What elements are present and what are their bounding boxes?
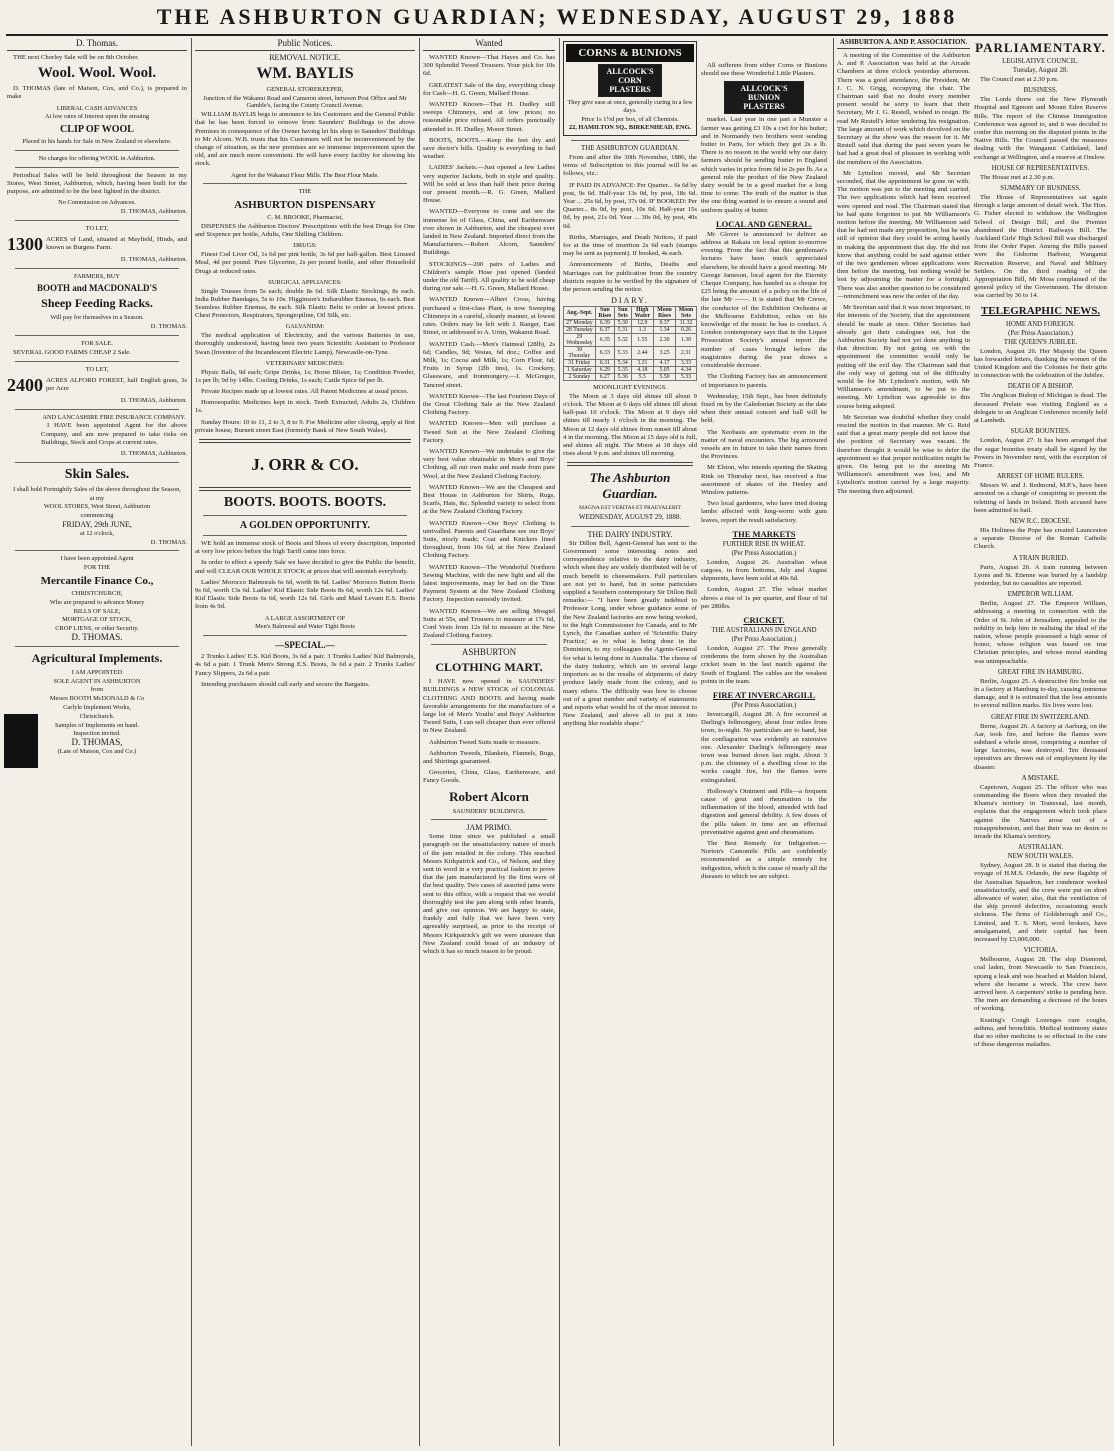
column-head: Public Notices.	[195, 38, 415, 51]
article-body: Berne, August 26. A factory at Aarburg, on the Aar, took fire, and before the flames were subdued a whole street, comprising a number of large factories, was destroyed. Ten thousand operatives are thrown out of employment by the disaster.	[974, 722, 1107, 771]
notice: Placed in his hands for Sale in New Zealand or elsewhere.	[22, 138, 172, 146]
wanted-ad: LADIES' Jackets.—Just opened a few Ladies very superior Jackets, both in style and quality. Will be sold at less than half their price during our present month.—R. G. Green, Mallard House.	[423, 164, 555, 205]
wool-heading: Wool. Wool. Wool.	[37, 65, 157, 82]
article-body: The Clothing Factory has an announcement of importance to parents.	[701, 373, 827, 389]
notice: WE hold an immense stock of Boots and Shoes of every description, imported at very low prices before the high Tariff came into force.	[195, 540, 415, 556]
notice-heading: BOOTH and MACDONALD'S	[36, 283, 158, 294]
divider	[203, 515, 407, 516]
notice: FARMERS, BUY	[73, 272, 121, 280]
sub-heading: AUSTRALIAN.	[1017, 844, 1064, 852]
notice: No charges for offering WOOL in Ashburton.	[38, 155, 156, 162]
notice: I shall hold Fortnightly Sales of the above throughout the Season,	[13, 485, 181, 493]
diary-cell: 6.33	[595, 347, 614, 360]
sub-heading: SUMMARY OF BUSINESS.	[1000, 185, 1081, 193]
column-head: D. Thomas.	[7, 38, 187, 51]
notice: (Late of Matson, Cox and Co.)	[57, 747, 137, 755]
notice: Groceries, China, Glass, Earthenware, and Fancy Goods.	[423, 769, 555, 785]
article-body: market. Last year in one part a Munster a farmer was getting £3 10s a cwt for his butter; and in Normandy two brothers were sending butter to Paris, for which they got 2s a lb. There is no reason in the world why our dairy farmers should be sending butter to England which varies in price from 6d to 2s per lb. As a general rule the product of the New Zealand dairy would be in a good market for a long time to come. The truth of the matter is that the one thing wanted is to ensure a sound and uniform quality of butter.	[701, 116, 827, 214]
diary-cell: 2.31	[675, 347, 696, 360]
diary-header-cell: Sun Sets	[615, 307, 631, 320]
notice: THE next Chorley Sale will be on 8th October.	[13, 54, 139, 61]
notice: Carlyle Implement Works,	[63, 703, 131, 711]
sub-heading: DEATH OF A BISHOP.	[1007, 383, 1074, 391]
notice-heading: CLOTHING MART.	[435, 660, 543, 675]
masthead-title: THE ASHBURTON GUARDIAN; WEDNESDAY, AUGUST 29, 1888	[156, 4, 958, 29]
article-body: The Lords threw out the New Plymouth Hospital and Egmont and Mount Eden Reserve Bills. The report of the Chinese Immigration Conference was agreed to, and it was decided to confer this morning on the disputed points in the Native Bills. The Council passed the measures dealing with the Wanganui Cattleland, land exchange at Wellington, and a reserve at Onslow.	[974, 96, 1107, 161]
notice: TO LET,	[85, 365, 109, 373]
article-body: Messrs W. and J. Redmond, M.P.'s, have been arrested on a charge of conspiring to prevent the reletting of lands in Ireland. Both accused have been admitted to bail.	[974, 482, 1107, 514]
divider	[15, 268, 179, 269]
section-label: SURGICAL APPLIANCES:	[268, 278, 342, 286]
notice: DISPENSES the Ashburton Doctors' Prescriptions with the best Drugs for One and Sixpence per bottle, Adults, One Shilling Children.	[195, 223, 415, 239]
diary-cell: 6.35	[595, 334, 614, 347]
sub-heading: VICTORIA.	[1023, 947, 1058, 955]
advert-heading: CORNS & BUNIONS	[566, 44, 694, 62]
notice: I HAVE been appointed Agent for the above Company, and am now prepared to take risks on Buildings, Stock and Crops at current rates.	[41, 422, 187, 446]
divider	[15, 646, 179, 647]
notice: Intending purchasers should call early and secure the Bargains.	[201, 680, 370, 688]
wanted-ad: WANTED Known—The last Fourteen Days of the Great Clothing Sale at the New Zealand Clothing Factory.	[423, 392, 555, 417]
diary-cell: 1.34	[654, 327, 676, 334]
article-body: Berlin, August 25. A destructive fire broke out in a factory at Hamburg to-day, causing immense damage, and it is estimated that the loss amounts to several million marks. Six lives were lost.	[974, 677, 1107, 710]
sub-heading: A MISTAKE.	[1021, 774, 1060, 782]
notice: A LARGE ASSORTMENT OF	[264, 614, 346, 622]
article-body: The Council met at 2.30 p.m.	[980, 76, 1059, 83]
article-body: Wednesday, 15th Sept., has been definitely fixed on by the Caledonian Society as the date when their annual concert and ball will be held.	[701, 392, 827, 425]
diary-row	[564, 334, 697, 347]
wanted-ad: WANTED Known—That Hayes and Co. has 300 Splendid Tweed Trousers. Your pick for 10s 6d.	[423, 54, 555, 78]
notice-heading: Skin Sales.	[64, 466, 130, 482]
notice-heading: A GOLDEN OPPORTUNITY.	[239, 520, 371, 532]
article-body: Mr Lyttelton moved, and Mr Secretan seconded, that the appointment be gone on with. The motion was put to the meeting and carried. The two applications which had been received were opened and read. The Chairman stated that he had quite forgotten to put Mr Williamson's motion before the meeting. Mr Williamson said that he had not made any proposition, but he was still of opinion that they could be acting hastily in making the appointment that day. He did not know that anything could be said against either of the two gentlemen whose applications were then before the meeting, but nothing would be lost by adjourning the matter for a fortnight. There was also another question to be considered—retrenchment was now the order of the day.	[837, 169, 970, 300]
sub-heading: A TRAIN BURIED.	[1012, 554, 1069, 562]
diary-cell: 11.32	[675, 320, 696, 327]
diary-cell: 4.18	[631, 367, 654, 374]
article-body: Sir Dillon Bell, Agent-General has sent to the Government some interesting notes and correspondence relative to the dairy industry, which when they are widely distributed will be of much benefit to cheesemakers. Full particulars are not yet to hand, but in some particulars supplied a Southern contemporary Sir Dillon Bell remarks:— "I have been greatly indebted to Professor Long, under whose guidance some of the New Zealand factories are now being worked, to the high Commissioner for Canada, and to Mr Lynch, the Canadian author of 'Scientific Dairy Practice,' as to what is being done in the Dominion, to my colleagues the Agents-General for what is being done in Australia. The cheese of the dairy industry, which are in several large importers as to the results of shipments of dairy produce lately made from the colony, and to many others. The difficulty was how to choose out of a great number and variety of statements and reports what would be of the most interest to New Zealand, and above all to put it into anything like readable shape."	[563, 539, 697, 728]
article-body: Keating's Cough Lozenges cure coughs, asthma, and bronchitis. Medical testimony states that no other medicine is so effectual in the cure of these dangerous maladies.	[974, 1016, 1107, 1049]
sub-heading: LEGISLATIVE COUNCIL.	[1002, 58, 1079, 65]
notice: WOOL STORES, West Street, Ashburton	[43, 503, 151, 511]
article-body: The House of Representatives sat again through a large amount of detail work. The Hon. G. Fisher elected to withdraw the Wellington School of Design Bill, and the Premier abandoned the District Railways Bill. The Auckland Girls' High School Bill was discharged from the Order Paper. Among the Bills passed were the Gisborne Harbour, Wanganui Recreation Reserve, and Naval and Military Settlers. On the third reading of the Appropriation Bill, Mr Moss complained of the general policy of the Government. The division was carried by 36 to 14.	[974, 194, 1107, 300]
diary-row	[564, 327, 697, 334]
diary-header-cell: High Water	[631, 307, 654, 320]
article-body: London, August 26. Australian wheat cargoes, in from bottoms, July and August shipments, have been sold at 40s 6d.	[701, 558, 827, 583]
sub-heading: EMPEROR WILLIAM.	[1007, 591, 1074, 599]
wanted-ad: WANTED Known—Men will purchase a Tweed Suit at the New Zealand Clothing Factory.	[423, 420, 555, 444]
notice-heading: CLIP OF WOOL	[60, 124, 134, 136]
notice: Men's Balmoral and Water Tight Boots	[255, 623, 355, 631]
sub-heading: NEW SOUTH WALES.	[1007, 853, 1074, 861]
notice: Sunday Hours: 10 to 11, 2 to 3, 8 to 9. For Medicine after closing, apply at first private house, Burnett street East (formerly Bank of New South Wales).	[195, 418, 415, 434]
divider	[431, 644, 547, 645]
diary-cell: 4.17	[654, 360, 676, 367]
press-credit: (Per Press Association.)	[1008, 329, 1073, 337]
diary-row	[564, 367, 697, 374]
diary-cell: 6.31	[595, 360, 614, 367]
article-body: London, August 26. Her Majesty the Queen has forwarded letters, thanking the women of the United Kingdom and the Colonies for their gifts in connection with the celebration of the Jubilee.	[974, 347, 1107, 380]
column-4	[560, 38, 832, 1446]
notice: CROP LIENS, or other Security.	[55, 625, 139, 633]
diary-row	[564, 374, 697, 381]
section-heading: TELEGRAPHIC NEWS.	[980, 304, 1101, 317]
divider	[571, 526, 689, 527]
signature: D. THOMAS,	[71, 737, 123, 748]
article-body: The Best Remedy for Indigestion.—Norton's Camomile Pills are confidently recommended as a simple remedy for indigestion, which is the cause of nearly all the diseases to which we are subject.	[701, 840, 827, 880]
corns-advert	[563, 41, 697, 136]
notice-heading: REMOVAL NOTICE.	[269, 53, 341, 62]
bunion-plaster-logo: ALLCOCK'S BUNION PLASTERS	[724, 81, 804, 114]
notice: Agent for the Wakanui Flour Mills. The Best Flour Made.	[231, 171, 379, 179]
subscription-terms: IF PAID IN ADVANCE: Per Quarter... 6s 6d by post, 9s 6d. Half-year 13s 0d, by post, 18s 6d. Year ... 25s 6d, by post, 37s 0d. IF BOOKED: Per Quarter... 8s 0d, by post, 10s 0d. Half-year 15s 0d, by post, 21s 0d. Year ... 30s 0d, by post, 40s 0d.	[563, 181, 697, 230]
diary-cell: 5.33	[675, 374, 696, 381]
press-credit: (Per Press Association.)	[731, 701, 797, 709]
article-body: A meeting of the Committee of the Ashburton A. and P. Association was held at the Arcade Chambers at three o'clock yesterday afternoon. There was a good attendance, the President, Mr J. C. N. Grigg, occupying the chair. The Chairman said that no doubt every member present would be sorry to learn that their Secretary, Mr J. G. Restell, wished to resign. He read Mr Restell's letter tendering his resignation. The large amount of work which devolved on the Secretary at the show was the reason for it. Mr Restell said that during the past seven years he had had a great deal of pleasure in working with the members of the Association.	[837, 52, 970, 166]
article-body: London, August 27. It has been arranged that the sugar bounties treaty shall be signed by the Powers in November next, with the exception of France.	[974, 437, 1107, 469]
notice: I HAVE now opened in SAUNDERS' BUILDINGS a NEW STOCK of COLONIAL CLOTHING AND BOOTS and having made favorable arrangements for the manufacture of a large lot of Men's Youths' and Boys' Ashburton Tweed Suits, I can sell cheaper than ever offered in New Zealand.	[423, 678, 555, 735]
notice: SEVERAL GOOD FARMS CHEAP 2 Sale.	[13, 348, 131, 356]
notice: Homoeopathic Medicines kept in stock. Teeth Extracted, Adults 2s, Children 1s.	[195, 399, 415, 415]
notice: Private Recipes made up at lowest rates. All Patent Medicines at usual prices.	[201, 388, 409, 396]
diary-cell: 29 Wednesday	[564, 334, 596, 347]
article-body: Mr Elston, who intends opening the Skating Rink on Thursday next, has received a fine assortment of skates of the Henley and Winslow patterns.	[701, 464, 827, 496]
signature: D. THOMAS, Ashburton.	[120, 449, 187, 457]
section-heading: THE ASHBURTON GUARDIAN.	[580, 144, 680, 153]
wanted-ad: WANTED Known—We are selling Mosgiel Suits at 55s, and Trousers to measure at 17s 6d, Cord Vests from 12s 6d to measure at the New Zealand Clothing Factory.	[423, 607, 555, 640]
diary-header-cell: Moon Sets	[675, 307, 696, 320]
divider	[15, 167, 179, 168]
notice: FRIDAY, 29th JUNE,	[62, 519, 132, 529]
notice: FOR SALE.	[81, 339, 113, 347]
divider	[15, 150, 179, 151]
diary-cell: 5.36	[615, 374, 631, 381]
article-body: Mr Glover is announced to deliver an address at Rakaia on local option to-morrow evening. From the fact that this gentleman's lectures have been much appreciated elsewhere, he should have a good meeting. Mr George Jameson, local agent for the Eternity Cheque Company, has handed us a cheque for £25 being the amount of a policy on the life of the late Mr ——. It is stated that Mr Crewe, the conductor of the Exhibition Orchestra at the Melbourne Exhibition, relies on his knowledge of the music he has to conduct. A London contemporary says that in the Liquor Prosecution Society's annual report the number of cases brought before the magistrates during the year shows a considerable decrease.	[701, 230, 827, 370]
notice: Christchurch.	[79, 712, 115, 720]
wanted-ad: BOOTS, BOOTS.—Keep the feet dry and save doctor's bills. Quality is everything in bad weather.	[423, 136, 555, 161]
diary-cell: 6.27	[595, 374, 614, 381]
notice: I AM APPOINTED	[71, 668, 123, 676]
article-body: His Holiness the Pope has created Launceston a separate Diocese of the Roman Catholic Church.	[974, 526, 1107, 551]
masthead-rule	[6, 34, 1108, 36]
notice: At low rates of Interest upon the ensuing	[44, 113, 150, 121]
notice-heading: ASHBURTON DISPENSARY	[234, 199, 376, 212]
section-heading: THE MARKETS	[732, 528, 796, 539]
sub-heading: HOME AND FOREIGN.	[1006, 320, 1075, 328]
moonlight-text: The Moon at 3 days old shines till about 9 o'clock. The Moon at 6 days old shines till about half-past 10 o'clock. The Moon at 9 days old shines till nearly 1 o'clock in the morning. The Moon at 12 days old shines from sunset till about 4 in the morning. The Moon at 15 days old is full, and shines all night. The Moon at 18 days old rises about 9 p.m. and shines till morning.	[563, 392, 697, 458]
divider	[567, 462, 693, 466]
sub-heading: SUGAR BOUNTIES.	[1010, 428, 1071, 436]
wanted-ad: WANTED Known—Albert Cross, having purchased a first-class Plant, is now Sweeping Chimneys in a careful, cleanly manner, at lowest rates. Orders may be left with J. Ranger, East Street, or addressed to A. Urim, Wakanui Road.	[423, 296, 555, 337]
signature: D. THOMAS, Ashburton.	[120, 208, 187, 216]
notice: from	[90, 686, 104, 694]
divider	[431, 819, 547, 820]
article-body: Some time since we published a small paragraph on the unsatisfactory nature of much of the jam retailed in the colony. This reached Messrs Kirkpatrick and Co., of Nelson, and they sent in word in a very practical fashion to prove that the jam manufactured by the firm were of the best quality. Two cases of assorted jams were sent to this office, with a request that we would thoroughly test the jam along with other brands, and give our opinion. We are happy to state, frankly and fully that we have been very agreeably surprised, as prior to the receipt of Messrs Kirkpatrick's gift we were unaware that New Zealand could boast of an industry of which it has so much reason to be proud.	[423, 833, 555, 956]
diary-table	[563, 306, 697, 381]
diary-cell: 12.9	[631, 320, 654, 327]
damaged-area	[4, 714, 38, 768]
article-body: Two local gardeners, who have tried dosing lambs affected with lung-worm with gum leaves, report the result satisfactory.	[701, 500, 827, 524]
sub-heading: NEW R.C. DIOCESE.	[1009, 517, 1072, 525]
sub-heading: THE AUSTRALIANS IN ENGLAND	[711, 626, 817, 634]
diary-cell: 0.37	[654, 320, 676, 327]
notice: LIBERAL CASH ADVANCES	[56, 104, 138, 112]
diary-cell: 6.39	[595, 320, 614, 327]
divider	[571, 140, 689, 141]
notice: GENERAL STOREKEEPER,	[266, 85, 344, 93]
divider	[203, 183, 407, 184]
diary-cell: 30 Thursday	[564, 347, 596, 360]
signature: D. THOMAS, Ashburton.	[120, 396, 187, 404]
acre-number: 1300	[7, 233, 43, 254]
diary-cell: 1 Saturday	[564, 367, 596, 374]
press-credit: (Per Press Association.)	[731, 635, 797, 643]
diary-cell: 3.25	[654, 347, 676, 360]
diary-cell: 5.50	[654, 374, 676, 381]
notice-heading: Sheep Feeding Racks.	[41, 296, 153, 311]
article-body: The Xeobasis are systematic even in the matter of naval encounters. The big armoured vessels are in future to take their names from the Provinces.	[701, 428, 827, 461]
notice: The medical application of Electricity, and the various Batteries in use, thoroughly understood, having been two years Scientific Assistant to Professor Swan (Inventor of the Incandescent Electric Lamp), Newcastle-on-Tyne.	[195, 332, 415, 356]
wanted-ad: WANTED Known—We undertake to give the very best value obtainable in Men's and Boys' Clothing, all our own make and made from pure Wool, at the New Zealand Clothing Factory.	[423, 447, 555, 480]
divider	[15, 462, 179, 463]
notice: MORTGAGE OF STOCK,	[62, 616, 132, 624]
sub-heading: HOUSE OF REPRESENTATIVES.	[991, 164, 1090, 172]
divider	[203, 535, 407, 536]
diary-cell: 27 Monday	[564, 320, 596, 327]
sub-heading: GREAT FIRE IN HAMBURG.	[997, 668, 1084, 676]
notice: 2 Trunks Ladies' E.S. Kid Boots, 3s 6d a pair. 3 Trunks Ladies' Kid Balmorals, 4s 6d a pair. 1 Trunk Men's Strong E.S. Boots, 3s 6d a pair. 2 Trunks Ladies' Fancy Slippers, 2s 6d a pair.	[195, 653, 415, 677]
sub-heading: ARREST OF HOME RULERS.	[996, 473, 1085, 481]
column-5	[834, 38, 1110, 1446]
diary-cell: 3.31	[631, 360, 654, 367]
section-heading: LOCAL AND GENERAL.	[715, 218, 813, 229]
diary-cell: 5.05	[654, 367, 676, 374]
newspaper-motto: MAGNA EST VERITAS ET PRAEVALEBIT	[579, 505, 681, 512]
notice-heading: ASHBURTON	[461, 647, 517, 658]
diary-cell: 0.26	[675, 327, 696, 334]
wanted-ad: WANTED Known—We are the Cheapest and Best House in Ashburton for Shirts, Rugs, Scarfs, Hats, &c. Splendid variety to select from at the New Zealand Clothing Factory.	[423, 483, 555, 516]
section-label: VETERINARY MEDICINES:	[265, 359, 345, 367]
diary-cell: 2.30	[654, 334, 676, 347]
diary-header-row	[564, 307, 697, 320]
wanted-ad: WANTED Known—Our Boys' Clothing is unrivalled. Parents and Guardians see our Boys' Suits, nicely made; Coat and Knickers lined throughout, from 10s 6d, at the New Zealand Clothing Factory.	[423, 519, 555, 560]
diary-cell: 5.5	[631, 374, 654, 381]
press-credit: (Per Press Association.)	[731, 549, 797, 557]
subscription-text: From and after the 30th November, 1886, the terms of Subscription to this journal will be as follows, viz.:	[563, 153, 697, 178]
notice: Ashburton Tweeds, Blankets, Flannels, Rugs, and Shirtings guaranteed.	[423, 749, 555, 766]
notice-heading: —SPECIAL.—	[275, 640, 335, 651]
diary-cell: 1.3	[631, 327, 654, 334]
article-body: Capetown, August 25. The officer who was commanding the Boers when they invaded the Khama's territory in Transvaal, last month, explains that the engagement which took place against the Natives arose out of a misapprehension, and that their was no desire to invade the Khama's territory.	[974, 783, 1107, 841]
notice: I have been appointed Agent	[60, 555, 134, 563]
wanted-ad: WANTED Known—That H. Dudley still sweeps Chimneys, and at low prices; no reasonable price refused. All orders punctually attended to. H. Dudley, Moore Street.	[423, 101, 555, 133]
section-heading: FIRE AT INVERCARGILL	[712, 689, 816, 700]
diary-header-cell: Sun Rises	[595, 307, 614, 320]
notice-heading: J. ORR & CO.	[251, 455, 359, 475]
notice: Physic Balls, 9d each; Gripe Drinks, 1s; Horse Blister, 1s; Condition Powder, 1s per lb; 9d by 14lbs. Cooling Drinks, 1s each; Cattle Spice 6d per lb.	[195, 368, 415, 384]
notice-heading: Robert Alcorn	[449, 788, 529, 804]
advert-text: They give ease at once, generally curing in a few days.	[567, 99, 693, 114]
article-body: London, August 27. The wheat market shows a rise of 1s per quarter, and flour of 6d per 280lbs.	[701, 586, 827, 610]
section-heading: MOONLIGHT EVENINGS.	[593, 384, 667, 392]
diary-cell: 5.34	[615, 360, 631, 367]
notice: AND LANCASHIRE FIRE INSURANCE COMPANY.	[42, 413, 186, 421]
notice: C. M. BROOKE, Pharmacist,	[267, 214, 343, 222]
column-3	[420, 38, 558, 1446]
notice: Will pay for themselves in a Season.	[50, 314, 144, 322]
wanted-ad: WANTED Known—The Wonderful Northern Sewing Machine, with the new light and all the latest improvements, may be had on the Time Payment System at the New Zealand Clothing Factory. Inspection earnestly invited.	[423, 563, 555, 604]
article-body: Sydney, August 28. It is stated that during the voyage of H.M.S. Orlando, the new flagship of the Australian Squadron, her condensor worked unsatisfactorily, and the crew were put on short allowance of water; also, that the ventilation of the ship proved defective, occasioning much sickness. The firms of Goldsbrough and Co., Limited, and T. S. Mort, wool brokers, have amalgamated, and their capital has been increased by £3,000,000.	[974, 862, 1107, 944]
divider	[15, 361, 179, 362]
advert-text: All sufferers from either Corns or Bunions should use these Wonderful Little Plasters.	[701, 62, 827, 78]
notice: BILLS OF SALE,	[73, 607, 121, 615]
notice: THE	[298, 188, 312, 196]
notice-heading: BOOTS. BOOTS. BOOTS.	[223, 495, 387, 511]
sub-heading: Tuesday, August 28.	[1012, 67, 1069, 74]
sub-heading: BUSINESS.	[1023, 87, 1058, 95]
diary-cell: 6.37	[595, 327, 614, 334]
notice: Single Trusses from 5s each; double 8s 6d. Silk Elastic Stockings, 8s each. India Rubber Bandages, 5s to 10s. Higginson's Indiarubber Enemas, 6s each. Best Seamless Rubber Enemas, 8s each. Silk Elastic Belts to order at lowest prices. Chest Protectors, Respirators, Spongiopiline, Oil Silk, etc.	[195, 287, 415, 320]
article-heading: THE DAIRY INDUSTRY.	[587, 530, 673, 540]
divider	[199, 487, 411, 491]
diary-cell: 6.29	[595, 367, 614, 374]
sub-heading: THE QUEEN'S JUBILEE.	[1003, 338, 1078, 346]
column-2	[192, 38, 418, 1446]
notice: Ashburton Tweed Suits made to measure.	[429, 738, 541, 746]
diary-cell: 5.31	[615, 327, 631, 334]
column-head: Wanted	[423, 38, 555, 51]
dateline: WEDNESDAY, AUGUST 29, 1888.	[578, 513, 682, 522]
diary-cell: 2.44	[631, 347, 654, 360]
wanted-ad: GREATEST Sale of the day, everything cheap for Cash—H. G. Green, Mallard House.	[423, 81, 555, 97]
notice: Junction of the Wakanui Road and Cameron street, between Post Office and Mr Gamble's, facing the County Council Avenue.	[203, 94, 407, 110]
newspaper-flag: The Ashburton Guardian.	[589, 470, 671, 502]
diary-row	[564, 347, 697, 360]
diary-cell: 3.33	[675, 360, 696, 367]
article-body: Invercargill, August 28. A fire occurred at Darling's fellmongery, about four miles from town, to-night. No particulars are to hand, but the conflagration was evidently an extensive one. Alexander Darling's fellmongery near town was burned down last night. About 3 p.m. the chimney of a dwelling close to the works caught fire, but the flames were extinguished.	[701, 710, 827, 784]
corn-plaster-logo: ALLCOCK'S CORN PLASTERS	[598, 64, 662, 97]
notice: at my	[89, 494, 105, 502]
advert-text: Price 1s 1½d per box, of all Chemists.	[581, 115, 679, 123]
notice: Births, Marriages, and Death Notices, if paid for at the time of insertion 2s 6d each (stamps may be sent as payment). If booked, 4s each.	[563, 233, 697, 258]
wanted-ad: STOCKINGS—200 pairs of Ladies and Children's sample Hose just opened (landed under the old Tariff). All quality to be sold cheap during our sale.—H. G. Green, Mallard House.	[423, 260, 555, 293]
notice: WILLIAM BAYLIS begs to announce to his Customers and the General Public that he has been forced to remove from Saunders' Buildings to the above Premises in consequence of the Owner having let his shop to Saunders' Buildings to Mr Alcorn. W.B. trusts that his Customers will not be inconvenienced by the change of situation, as the new premises are so immense improvement upon the old, and are much more convenient. He will have every facility for showing his stock.	[195, 111, 415, 168]
notice: Finest Cod Liver Oil, 1s 6d per pint bottle, 3s 6d per half-gallon. Best Linseed Meal, 4d per pound. Pure Glycerine, 2s per pound bottle, and other Household Drugs at reduced rates.	[195, 251, 415, 275]
article-body: Mr Secretan was doubtful whether they could rescind the motion in that manner. Mr G. Reid said that a great many people did not know that the position of Secretary was vacant. He therefore thought it would be wise to defer the appointment so that proper notification might be given. On being put to the meeting Mr Williamson's amendment was lost, and Mr Lyttelton's motion carried by a large majority. The meeting then adjourned.	[837, 413, 970, 495]
notice: ACRES ALFORD FOREST, half English grass, 3s per Acre	[46, 377, 187, 393]
diary-cell: 5.33	[615, 347, 631, 360]
diary-cell: 1.55	[631, 334, 654, 347]
divider	[199, 439, 411, 443]
diary-cell: 28 Tuesday	[564, 327, 596, 334]
notice: D. THOMAS (late of Matson, Cox, and Co.), is prepared to make	[7, 85, 187, 101]
signature: D. THOMAS.	[150, 323, 187, 331]
notice: Announcements of Births, Deaths and Marriages can for publication from the country districts require to be verified by the signature of the person sending the notice.	[563, 261, 697, 294]
diary-body	[564, 320, 697, 381]
diary-header-cell: Aug.-Sept.	[564, 307, 596, 320]
notice: TO LET,	[85, 225, 109, 232]
section-label: DRUGS:	[293, 242, 317, 250]
divider	[15, 409, 179, 410]
acre-number: 2400	[7, 374, 43, 395]
diary-cell: 5.35	[615, 367, 631, 374]
diary-row	[564, 360, 697, 367]
section-heading: PARLIAMENTARY.	[975, 40, 1106, 55]
divider	[15, 220, 179, 221]
notice-heading: Agricultural Implements.	[31, 650, 163, 665]
article-body: London, August 27. The Press generally condemns the form shown by the Australian cricket team in the last match against the South of England. The cables are the weakest points in the team.	[701, 644, 827, 685]
notice: Messrs BOOTH McDONALD & Co	[49, 695, 145, 703]
divider	[203, 635, 407, 636]
sub-heading: FURTHER RISE IN WHEAT.	[722, 540, 806, 548]
diary-cell: 1.30	[675, 334, 696, 347]
diary-row	[564, 320, 697, 327]
article-body: The House met at 2.30 p.m.	[980, 173, 1055, 181]
notice: ACRES of Land, situated at Mayfield, Hinds, and known as Burgess Farm.	[46, 236, 187, 252]
signature: D. THOMAS.	[71, 631, 123, 642]
diary-heading: DIARY.	[611, 296, 649, 306]
notice: SOLE AGENT IN ASHBURTON	[53, 677, 141, 685]
article-heading: ASHBURTON A. AND P. ASSOCIATION.	[837, 38, 970, 49]
signature: D. THOMAS.	[150, 538, 187, 546]
diary-cell: 5.30	[615, 320, 631, 327]
column-1	[4, 38, 190, 1446]
diary-cell: 5.32	[615, 334, 631, 347]
notice: FOR THE	[83, 564, 111, 572]
article-body: Mr Secretan said that it was most important, in the interests of the Society, that the appointment should be made at once. Other Societies had already got their catalogues out, but the Ashburton Society had not yet done anything in that direction. By not going on with the appointment the committee would only be putting off the evil day. The Chairman said that the only way of getting out of the difficulty would be for Mr Lyttelton's motion, with Mr Williamson's amendment, to be put to the meeting. Mr Lyttelton was agreeable to this course being adopted.	[837, 304, 970, 410]
notice: commencing	[80, 512, 114, 520]
notice: SAUNDERS' BUILDINGS.	[452, 807, 526, 815]
sub-heading: GREAT FIRE IN SWITZERLAND.	[991, 713, 1090, 721]
notice: at 12 o'clock,	[80, 529, 114, 537]
diary-cell: 31 Friday	[564, 360, 596, 367]
notice-heading: Mercantile Finance Co.,	[40, 574, 154, 587]
notice: Inspection invited.	[73, 730, 121, 738]
notice: In order to effect a speedy Sale we have decided to give the Public the benefit, and will CLEAR OUR WHOLE STOCK at prices that will astonish everybody.	[195, 559, 415, 575]
notice: Ladies' Morocco Balmorals 6s 6d, worth 8s 6d. Ladies' Morocco Button Boots 9s 6d, worth 13s 6d. Ladies' Kid Elastic Side Boots 8s 6d, worth 12s 6d. Ladies' Kid Elastic Side Boots 6s 6d, worth 12s 6d. Girls and Maid Levant E.S. Boots from 4s 9d.	[195, 578, 415, 611]
notice: Who are prepared to advance Money	[49, 598, 145, 606]
section-label: GALVANISM:	[285, 323, 325, 331]
notice: Periodical Sales will be held throughout the Season in my Stores, West Street, Ashburton, which, having been built for the purpose, are admitted to be the best lighted in the district.	[7, 171, 187, 196]
diary-cell: 2 Sunday	[564, 374, 596, 381]
diary-header-cell: Moon Rises	[654, 307, 676, 320]
article-body: Holloway's Ointment and Pills—a frequent cause of gout and rheumatism is the inflammation of the blood, attended with bad digestion and general debility. A few doses of the pills taken in time are an effectual preventative against gout and rheumatism.	[701, 787, 827, 836]
advert-address: 22, HAMILTON SQ., BIRKENHEAD, ENG.	[568, 124, 692, 132]
signature: D. THOMAS, Ashburton.	[120, 255, 187, 263]
article-body: Melbourne, August 28. The ship Diamond, coal laden, from Newcastle to San Francisco, sprang a leak and was beached at Maldon Island, where she became a wreck. The crew have arrived here. A carpenters' strike is pending here. The men are demanding a decrease of the hours of working.	[974, 956, 1107, 1013]
article-body: Berlin, August 27. The Emperor William, addressing a meeting in connection with the Order of St. John of Jerusalem, appealed to the nobility to help him in realising the ideal of the nation, whose people possessed a high sense of honor, whose religion was based on true Christian principles, and whose moral standing was unimpeachable.	[974, 600, 1107, 665]
divider	[15, 550, 179, 551]
wanted-ad: WANTED Cash.—Men's Oatmeal (28lb), 2s 6d; Candles, 9d; Vestas, 6d doz.; Coffee and Milk, 1s; Cocoa and Milk, 1s; Corn Flour, 6d; Fruits in Syrup (2lb tins), 1s. Crockery, Glassware, and Ironmongery.—J. McGregor, Tancred street.	[423, 340, 555, 389]
notice-heading: WM. BAYLIS	[256, 64, 354, 82]
section-heading: CRICKET.	[743, 614, 785, 625]
article-heading: JAM PRIMO.	[466, 823, 512, 833]
diary-cell: 4.34	[675, 367, 696, 374]
article-body: Paris, August 26. A train running between Lyons and St. Etienne was buried by a landslip yesterday, but no casualties are reported.	[974, 563, 1107, 587]
notice: CHRISTCHURCH,	[71, 589, 123, 597]
article-body: The Anglican Bishop of Michigan is dead. The deceased Prelate was visiting England as a delegate to an Anglican Conference recently held at Lambeth.	[974, 392, 1107, 425]
notice: No Commission on Advances.	[58, 199, 136, 207]
divider	[15, 335, 179, 336]
notice: Samples of Implements on hand.	[55, 721, 139, 729]
wanted-ad: WANTED—Everyone to come and see the immense lot of Glass, China, and Earthenware ever shown in Ashburton, and the cheapest ever landed in New Zealand. Imported direct from the Manufacturers.—Robert Alcorn, Saunders' Buildings.	[423, 208, 555, 257]
